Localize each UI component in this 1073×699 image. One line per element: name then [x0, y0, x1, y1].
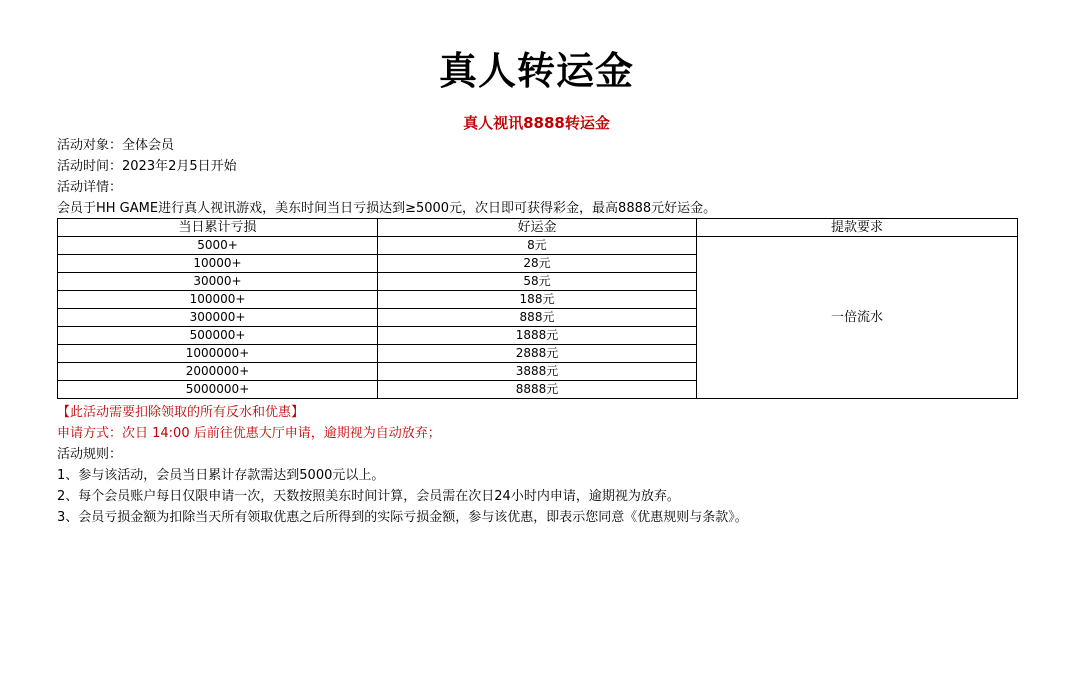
activity-time: 活动时间：2023年2月5日开始	[57, 159, 237, 174]
header-bonus: 好运金	[378, 219, 697, 237]
reward-table	[57, 218, 1018, 399]
loss-cell: 2000000+	[58, 363, 378, 381]
loss-cell: 30000+	[58, 273, 378, 291]
loss-cell: 5000+	[58, 237, 378, 255]
header-daily-loss: 当日累计亏损	[58, 219, 378, 237]
bonus-cell: 188元	[378, 291, 697, 309]
page-title: 真人转运金	[438, 49, 634, 93]
deduction-notice: 【此活动需要扣除领取的所有反水和优惠】	[57, 405, 305, 420]
table-row	[58, 237, 1018, 255]
bonus-cell: 1888元	[378, 327, 697, 345]
table-header-row	[58, 219, 1018, 237]
bonus-cell: 3888元	[378, 363, 697, 381]
loss-cell: 500000+	[58, 327, 378, 345]
apply-method: 申请方式：次日 14:00 后前往优惠大厅申请，逾期视为自动放弃；	[57, 426, 441, 441]
rule-item: 1、参与该活动，会员当日累计存款需达到5000元以上。	[57, 468, 385, 483]
notes-block	[57, 402, 1057, 528]
promo-subtitle: 真人视讯8888转运金	[463, 114, 610, 132]
loss-cell: 5000000+	[58, 381, 378, 399]
withdrawal-requirement-cell: 一倍流水	[697, 237, 1018, 399]
rules-label: 活动规则：	[57, 447, 123, 462]
activity-description: 会员于HH GAME进行真人视讯游戏，美东时间当日亏损达到≥5000元，次日即可获得彩金，最高8888元好运金。	[57, 201, 717, 216]
bonus-cell: 28元	[378, 255, 697, 273]
info-block	[57, 135, 1047, 219]
activity-details-label: 活动详情：	[57, 180, 123, 195]
loss-cell: 10000+	[58, 255, 378, 273]
bonus-cell: 8元	[378, 237, 697, 255]
bonus-cell: 8888元	[378, 381, 697, 399]
loss-cell: 100000+	[58, 291, 378, 309]
activity-target: 活动对象：全体会员	[57, 138, 175, 153]
bonus-cell: 2888元	[378, 345, 697, 363]
rule-item: 3、会员亏损金额为扣除当天所有领取优惠之后所得到的实际亏损金额，参与该优惠，即表示您同意《优惠规则与条款》。	[57, 510, 748, 525]
bonus-cell: 58元	[378, 273, 697, 291]
header-withdrawal: 提款要求	[697, 219, 1018, 237]
rule-item: 2、每个会员账户每日仅限申请一次，天数按照美东时间计算，会员需在次日24小时内申请，逾期视为放弃。	[57, 489, 680, 504]
loss-cell: 300000+	[58, 309, 378, 327]
bonus-cell: 888元	[378, 309, 697, 327]
loss-cell: 1000000+	[58, 345, 378, 363]
